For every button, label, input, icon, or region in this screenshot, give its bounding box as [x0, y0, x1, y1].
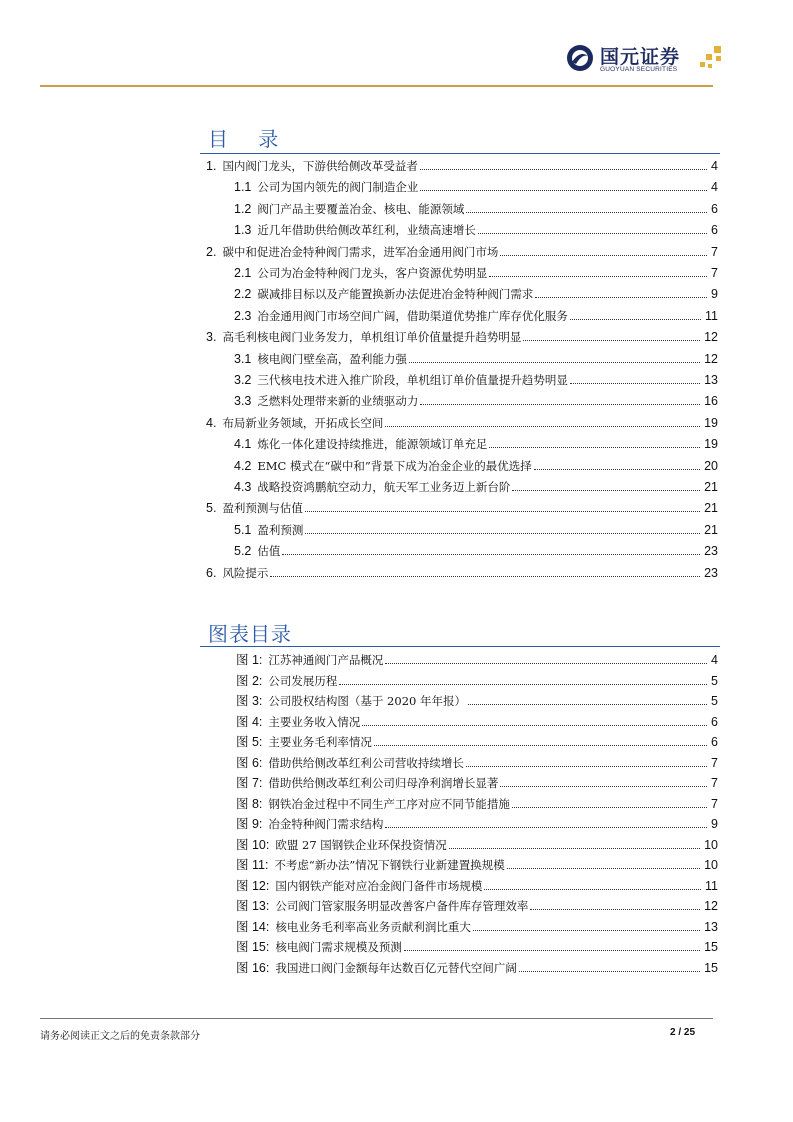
figure-entry[interactable] — [236, 674, 718, 688]
toc-entry-title: 估值 — [257, 544, 281, 559]
toc-entry[interactable] — [234, 459, 718, 473]
figure-entry-number: 图 14: — [236, 919, 270, 934]
dot-leader — [466, 212, 707, 213]
dot-leader — [385, 827, 707, 828]
toc-entry-number: 4.2 — [234, 458, 252, 473]
toc-entry-page: 7 — [711, 266, 718, 280]
dot-leader — [534, 469, 700, 470]
dot-leader — [305, 533, 700, 534]
toc-entry[interactable] — [234, 309, 718, 323]
figure-entry-number: 图 10: — [236, 837, 270, 852]
toc-entry-title: 盈利预测 — [257, 522, 304, 537]
figure-entry[interactable] — [236, 838, 718, 852]
toc-entry-page: 12 — [704, 330, 718, 345]
figure-entry-page: 6 — [711, 714, 718, 729]
toc-entry-title: 战略投资鸿鹏航空动力，航天军工业务迈上新台阶 — [257, 480, 511, 494]
toc-entry-page: 21 — [704, 501, 718, 516]
figure-entry[interactable] — [236, 694, 718, 708]
toc-entry-number: 3.1 — [234, 351, 252, 366]
dot-leader — [282, 554, 700, 555]
dot-leader — [478, 233, 707, 234]
toc-entry-page: 6 — [711, 223, 718, 238]
figure-entry-number: 图 7: — [236, 776, 263, 790]
toc-entry-page: 23 — [704, 544, 718, 559]
dot-leader — [489, 276, 707, 277]
figure-entry-number: 图 1: — [236, 653, 263, 667]
figure-entry-page: 6 — [711, 735, 718, 749]
dot-leader — [523, 340, 700, 341]
toc-entry[interactable] — [234, 266, 718, 280]
dot-leader — [500, 786, 707, 787]
toc-entry-number: 2.3 — [234, 308, 252, 323]
figure-entry-page: 5 — [711, 673, 718, 688]
dot-leader — [362, 725, 707, 726]
dot-leader — [500, 255, 707, 256]
figure-entry[interactable] — [236, 776, 718, 790]
figure-entry-page: 15 — [704, 940, 718, 954]
figure-entry-number: 图 6: — [236, 755, 263, 770]
figure-entry-page: 5 — [711, 694, 718, 708]
figure-entry-number: 图 4: — [236, 714, 263, 729]
figures-title-underline — [200, 646, 720, 647]
toc-entry-page: 4 — [711, 159, 718, 173]
dot-leader — [270, 576, 700, 577]
toc-title: 目 录 — [208, 127, 291, 151]
toc-entry[interactable] — [206, 159, 718, 173]
page-number: 2 / 25 — [670, 1027, 696, 1038]
dot-leader — [339, 684, 707, 685]
dot-leader — [385, 663, 707, 664]
toc-entry-title: 近几年借助供给侧改革红利，业绩高速增长 — [257, 223, 476, 238]
toc-entry-page: 20 — [704, 458, 718, 473]
toc-entry[interactable] — [234, 180, 718, 194]
toc-entry-number: 5. — [206, 501, 217, 516]
figure-entry[interactable] — [236, 715, 718, 729]
figure-entry-page: 13 — [704, 919, 718, 934]
toc-entry[interactable] — [234, 287, 718, 301]
figure-entry-title: 我国进口阀门金额每年达数百亿元替代空间广阔 — [275, 960, 517, 975]
header-divider — [40, 85, 713, 87]
toc-entry-number: 4. — [206, 415, 217, 430]
toc-entry[interactable] — [206, 566, 718, 580]
figure-entry-number: 图 5: — [236, 735, 263, 749]
figure-entry[interactable] — [236, 797, 718, 811]
figure-entry-number: 图 11: — [236, 858, 269, 872]
footer-disclaimer: 请务必阅读正文之后的免责条款部分 — [40, 1031, 200, 1042]
dot-leader — [374, 745, 707, 746]
toc-entry-number: 1.1 — [234, 180, 252, 195]
figure-entry[interactable] — [236, 653, 718, 667]
figure-entry-number: 图 15: — [236, 940, 270, 954]
toc-entry-page: 23 — [704, 565, 718, 580]
figure-entry-number: 图 3: — [236, 694, 263, 708]
figure-entry-page: 15 — [704, 960, 718, 975]
toc-entry[interactable] — [234, 202, 718, 216]
dot-leader — [420, 190, 707, 191]
dot-leader — [484, 889, 701, 890]
figure-entry-title: 公司发展历程 — [268, 673, 338, 688]
figure-entry-page: 7 — [711, 776, 718, 790]
brand-name-en: GUOYUAN SECURITIES — [600, 66, 678, 73]
dot-leader — [466, 766, 707, 767]
figure-entry[interactable] — [236, 817, 718, 831]
toc-entry-page: 16 — [704, 394, 718, 409]
dot-leader — [404, 950, 700, 951]
toc-entry[interactable] — [206, 416, 718, 430]
toc-entry-number: 6. — [206, 565, 217, 580]
figure-entry-title: 主要业务收入情况 — [268, 714, 361, 729]
figure-entry-title: 借助供给侧改革红利公司归母净利润增长显著 — [268, 776, 499, 790]
figures-title: 图表目录 — [208, 622, 292, 646]
toc-entry-page: 11 — [705, 308, 718, 323]
toc-entry-number: 3. — [206, 330, 217, 345]
dot-leader — [420, 404, 700, 405]
figure-entry-page: 10 — [704, 858, 718, 872]
toc-entry[interactable] — [206, 245, 718, 259]
toc-title-underline — [200, 153, 720, 154]
toc-entry-page: 19 — [704, 437, 718, 452]
dot-leader — [489, 447, 700, 448]
toc-entry-number: 1.3 — [234, 223, 252, 238]
figure-entry-title: 核电业务毛利率高业务贡献利润比重大 — [275, 919, 471, 934]
toc-entry-title: 公司为冶金特种阀门龙头，客户资源优势明显 — [257, 266, 488, 280]
toc-entry-number: 3.3 — [234, 394, 252, 409]
brand-squares-icon — [696, 46, 726, 76]
toc-entry-title: 公司为国内领先的阀门制造企业 — [257, 180, 419, 195]
toc-entry-number: 4.1 — [234, 437, 252, 452]
figure-entry-title: 欧盟 27 国钢铁企业环保投资情况 — [275, 837, 447, 852]
toc-entry-title: EMC 模式在“碳中和”背景下成为冶金企业的最优选择 — [257, 458, 532, 473]
figure-entry-page: 11 — [705, 878, 718, 893]
figure-entry-title: 借助供给侧改革红利公司营收持续增长 — [268, 755, 464, 770]
toc-entry-page: 21 — [704, 522, 718, 537]
dot-leader — [409, 362, 700, 363]
toc-entry[interactable] — [234, 523, 718, 537]
figure-entry-title: 国内钢铁产能对应冶金阀门备件市场规模 — [275, 878, 483, 893]
toc-entry-title: 碳减排目标以及产能置换新办法促进冶金特种阀门需求 — [257, 287, 534, 302]
figure-entry[interactable] — [236, 879, 718, 893]
toc-entry[interactable] — [206, 501, 718, 515]
figure-entry-page: 12 — [704, 899, 718, 913]
dot-leader — [519, 971, 700, 972]
dot-leader — [420, 169, 707, 170]
toc-entry-number: 5.1 — [234, 522, 252, 537]
toc-entry-title: 三代核电技术进入推广阶段，单机组订单价值量提升趋势明显 — [257, 373, 568, 387]
toc-entry-title: 核电阀门壁垒高，盈利能力强 — [257, 351, 407, 366]
dot-leader — [468, 704, 707, 705]
dot-leader — [535, 297, 707, 298]
toc-entry-number: 2. — [206, 244, 217, 259]
toc-entry-title: 碳中和促进冶金特种阀门需求，进军冶金通用阀门市场 — [222, 244, 499, 259]
figure-entry-title: 主要业务毛利率情况 — [268, 735, 372, 749]
figure-entry-title: 公司股权结构图（基于 2020 年年报） — [268, 694, 466, 708]
figure-entry-number: 图 9: — [236, 817, 263, 831]
toc-entry-number: 2.1 — [234, 266, 252, 280]
toc-entry-number: 4.3 — [234, 480, 252, 494]
figure-entry-page: 7 — [711, 755, 718, 770]
footer-divider — [40, 1018, 713, 1019]
figure-entry[interactable] — [236, 735, 718, 749]
toc-entry-number: 1. — [206, 159, 217, 173]
figure-entry-title: 不考虑“新办法”情况下钢铁行业新建置换规模 — [274, 858, 505, 872]
figure-entry-title: 公司阀门管家服务明显改善客户备件库存管理效率 — [275, 899, 529, 913]
figure-entry-number: 图 12: — [236, 878, 270, 893]
figure-entry-number: 图 8: — [236, 796, 263, 811]
toc-entry-page: 4 — [711, 180, 718, 195]
figure-entry-number: 图 2: — [236, 673, 263, 688]
toc-entry[interactable] — [234, 437, 718, 451]
dot-leader — [305, 511, 700, 512]
toc-entry-number: 5.2 — [234, 544, 252, 559]
figure-entry-page: 4 — [711, 653, 718, 667]
figure-entry[interactable] — [236, 940, 718, 954]
toc-entry-page: 7 — [711, 244, 718, 259]
dot-leader — [507, 868, 700, 869]
toc-entry-title: 乏燃料处理带来新的业绩驱动力 — [257, 394, 419, 409]
brand-name-cn: 国元证券 — [600, 46, 681, 68]
toc-entry-page: 12 — [704, 351, 718, 366]
toc-entry-title: 风险提示 — [222, 565, 269, 580]
dot-leader — [473, 930, 700, 931]
toc-entry-page: 9 — [711, 287, 718, 302]
figure-entry[interactable] — [236, 899, 718, 913]
figure-entry-title: 冶金特种阀门需求结构 — [268, 817, 384, 831]
figure-entry-title: 江苏神通阀门产品概况 — [268, 653, 384, 667]
toc-entry[interactable] — [234, 223, 718, 237]
toc-entry-number: 1.2 — [234, 201, 252, 216]
figure-entry-page: 7 — [711, 796, 718, 811]
toc-entry-number: 3.2 — [234, 373, 252, 387]
toc-entry-number: 2.2 — [234, 287, 252, 302]
dot-leader — [570, 383, 700, 384]
toc-entry[interactable] — [234, 480, 718, 494]
toc-entry-title: 冶金通用阀门市场空间广阔，借助渠道优势推广库存优化服务 — [257, 308, 568, 323]
figure-entry[interactable] — [236, 961, 718, 975]
toc-entry[interactable] — [234, 373, 718, 387]
toc-entry-title: 高毛利核电阀门业务发力，单机组订单价值量提升趋势明显 — [222, 330, 522, 345]
figure-entry[interactable] — [236, 756, 718, 770]
figure-entry-title: 钢铁冶金过程中不同生产工序对应不同节能措施 — [268, 796, 510, 811]
toc-entry-page: 13 — [704, 373, 718, 387]
toc-entry[interactable] — [234, 352, 718, 366]
dot-leader — [449, 848, 700, 849]
toc-entry-page: 6 — [711, 201, 718, 216]
dot-leader — [512, 490, 700, 491]
toc-entry-title: 布局新业务领域，开拓成长空间 — [222, 415, 384, 430]
dot-leader — [570, 319, 701, 320]
toc-entry[interactable] — [206, 330, 718, 344]
dot-leader — [385, 426, 700, 427]
figure-entry-number: 图 16: — [236, 960, 270, 975]
toc-entry-page: 21 — [704, 480, 718, 494]
figure-entry-number: 图 13: — [236, 899, 270, 913]
figure-entry[interactable] — [236, 920, 718, 934]
toc-entry[interactable] — [234, 544, 718, 558]
toc-entry-title: 炼化一体化建设持续推进，能源领域订单充足 — [257, 437, 488, 452]
figure-entry-page: 9 — [711, 817, 718, 831]
toc-entry-title: 阀门产品主要覆盖冶金、核电、能源领域 — [257, 201, 465, 216]
figure-entry[interactable] — [236, 858, 718, 872]
figure-entry-page: 10 — [704, 837, 718, 852]
figure-entry-title: 核电阀门需求规模及预测 — [275, 940, 402, 954]
dot-leader — [530, 909, 700, 910]
dot-leader — [512, 807, 707, 808]
toc-entry-title: 国内阀门龙头，下游供给侧改革受益者 — [222, 159, 418, 173]
toc-entry-title: 盈利预测与估值 — [222, 501, 303, 516]
guoyuan-logo-icon — [566, 44, 594, 72]
company-logo — [566, 42, 726, 82]
toc-entry-page: 19 — [704, 415, 718, 430]
toc-entry[interactable] — [234, 394, 718, 408]
